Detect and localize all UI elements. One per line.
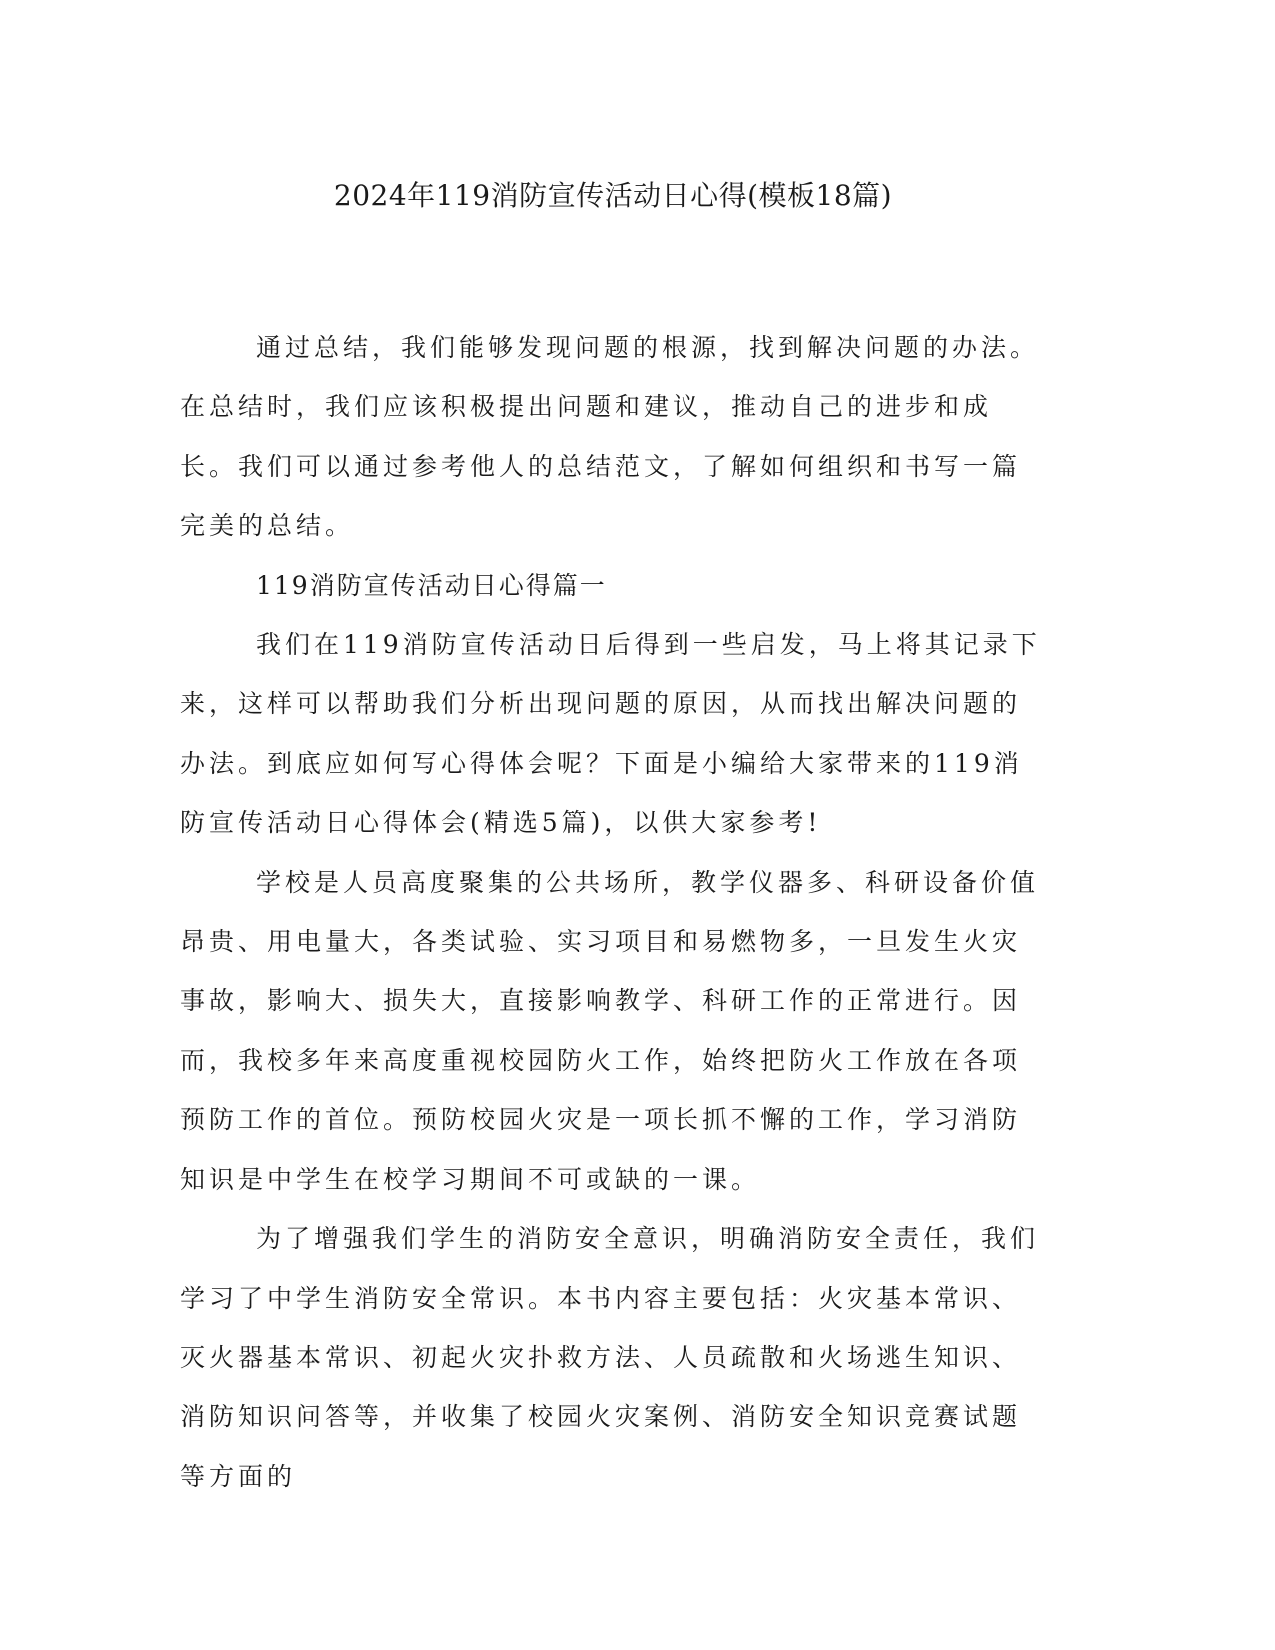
body-paragraph: 我们在119消防宣传活动日后得到一些启发，马上将其记录下来，这样可以帮助我们分析出现问题的原因，从而找出解决问题的办法。到底应如何写心得体会呢？下面是小编给大家带来的119消防宣传活动日心得体会(精选5篇)，以供大家参考! (180, 630, 1041, 838)
body-paragraph: 为了增强我们学生的消防安全意识，明确消防安全责任，我们学习了中学生消防安全常识。本书内容主要包括：火灾基本常识、灭火器基本常识、初起火灾扑救方法、人员疏散和火场逃生知识、消防知识问答等，并收集了校园火灾案例、消防安全知识竞赛试题等方面的 (180, 1224, 1040, 1491)
section-heading: 119消防宣传活动日心得篇一 (256, 570, 607, 600)
intro-paragraph: 通过总结，我们能够发现问题的根源，找到解决问题的办法。在总结时，我们应该积极提出问题和建议，推动自己的进步和成长。我们可以通过参考他人的总结范文，了解如何组织和书写一篇完美的总结。 (180, 333, 1040, 541)
body-paragraph: 学校是人员高度聚集的公共场所，教学仪器多、科研设备价值昂贵、用电量大，各类试验、实习项目和易燃物多，一旦发生火灾事故，影响大、损失大，直接影响教学、科研工作的正常进行。因而，我校多年来高度重视校园防火工作，始终把防火工作放在各项预防工作的首位。预防校园火灾是一项长抓不懈的工作，学习消防知识是中学生在校学习期间不可或缺的一课。 (180, 867, 1040, 1194)
document-title: 2024年119消防宣传活动日心得(模板18篇) (333, 179, 893, 212)
document-body (180, 318, 1046, 1506)
